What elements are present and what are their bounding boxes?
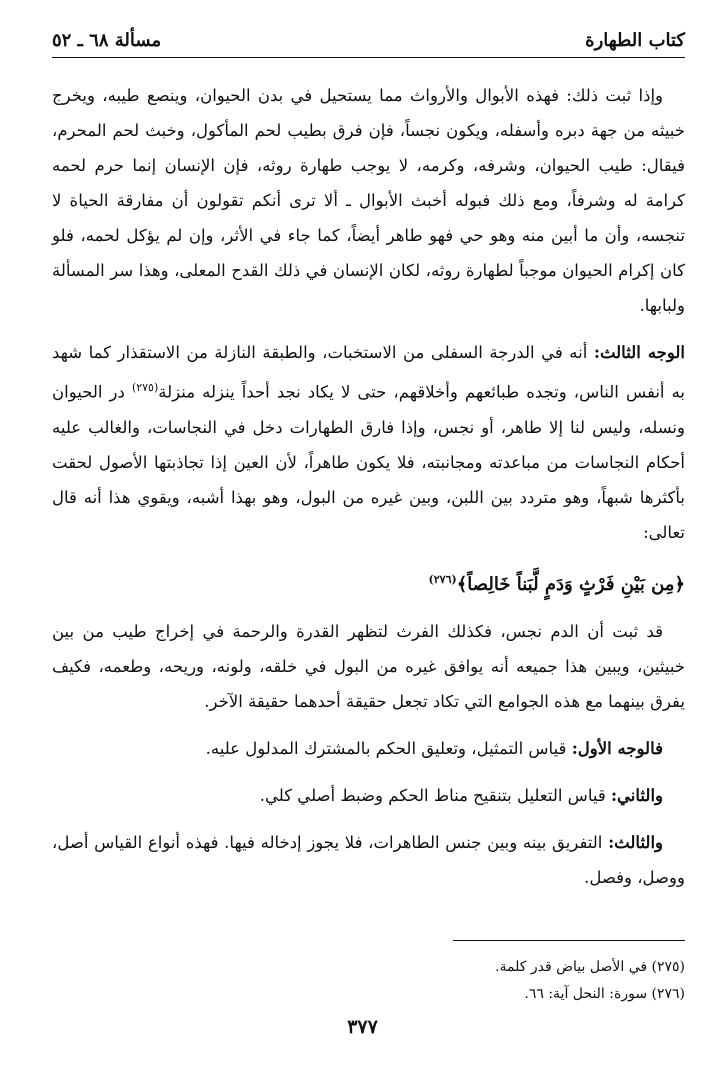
point-second-text: قياس التعليل بتنقيح مناط الحكم وضبط أصلي كلي. [259, 785, 606, 805]
footnotes [52, 954, 685, 1008]
issue-label: مسألة ٦٨ ـ ٥٢ [52, 30, 162, 51]
point-second [52, 778, 685, 813]
footnote-275: (٢٧٥) في الأصل بياض قدر كلمة. [495, 959, 685, 975]
paragraph-2-text-b: در الحيوان ونسله، وليس لنا إلا طاهر، أو نجس، وإذا فارق الطهارات دخل في النجاسات، والغالب عليه أحكام النجاسات من مباعدته ومجانبته، فلا يكون طاهراً، لأن العين إذا تجاذبتها الأصول لحقت بأكثرها شبهاً، وهو متردد بين اللبن، وبين غيره من البول، وهو بهذا أشبه، ويقوي هذا أنه قال تعالى: [52, 382, 685, 542]
footnote-ref-275: (٢٧٥) [131, 381, 159, 394]
footnote-ref-276: (٢٧٦) [428, 572, 457, 586]
footnote-divider [453, 940, 685, 941]
paragraph-1: وإذا ثبت ذلك: فهذه الأبوال والأرواث مما يستحيل في بدن الحيوان، وينصع طيبه، ويخرج خبيثه من جهة دبره وأسفله، ويكون نجساً، فإن فرق بطيب لحم المأكول، وخبث لحم المحرم، فيقال: طيب الحيوان، وشرفه، وكرمه، لا يوجب طهارة روثه، فإن الإنسان إنما حرم لحمه كرامة له وشرفاً، ومع ذلك فبوله أخبث الأبوال ـ ألا ترى أنكم تقولون أن مفارقة الحياة لا تنجسه، وأن ما أبين منه وهو حي فهو طاهر أيضاً، كما جاء في الأثر، وإن لم يؤكل لحمه، فلو كان إكرام الحيوان موجباً لطهارة روثه، لكان الإنسان في ذلك القدح المعلى، وهذا سر المسألة ولبابها. [52, 86, 685, 315]
paragraph-3: قد ثبت أن الدم نجس، فكذلك الفرث لتظهر القدرة والرحمة في إخراج طيب من بين خبيثين، ويبين هذا جميعه أنه يوافق غيره من البول في خلقه، ولونه، وريحه، وطعمه، فكيف يفرق بينهما مع هذه الجوامع التي تكاد تجعل حقيقة أحدهما حقيقة الآخر. [52, 621, 685, 711]
footnote-276: (٢٧٦) سورة: النحل آية: ٦٦. [524, 986, 685, 1002]
point-first-text: قياس التمثيل، وتعليق الحكم بالمشترك المدلول عليه. [205, 738, 567, 758]
point-third [52, 825, 685, 895]
third-aspect-heading: الوجه الثالث: [593, 343, 686, 362]
page-body [52, 78, 685, 907]
point-third-label: والثالث: [608, 832, 663, 852]
verse-text: ﴿مِن بَيْنِ فَرْثٍ وَدَمٍ لَّبَناً خَالِصاً﴾ [456, 573, 685, 595]
quran-verse [52, 562, 685, 602]
paragraph-2-text-a: أنه في الدرجة السفلى من الاستخبات، والطبقة النازلة من الاستقذار كما شهد به أنفس الناس، وتجده طبائعهم وأخلاقهم، حتى لا يكاد نجد أحداً ينزله منزلة [52, 343, 686, 402]
point-first-label: فالوجه الأول: [571, 738, 663, 758]
point-third-text: التفريق بينه وبين جنس الطاهرات، فلا يجوز إدخاله فيها. فهذه أنواع القياس أصل، ووصل، وفصل. [52, 832, 685, 887]
page-number: ٣٧٧ [347, 1016, 378, 1038]
point-first [52, 731, 685, 766]
paragraph-2 [52, 335, 685, 550]
point-second-label: والثاني: [610, 785, 663, 805]
running-title: كتاب الطهارة [585, 30, 685, 51]
running-header [52, 24, 685, 58]
